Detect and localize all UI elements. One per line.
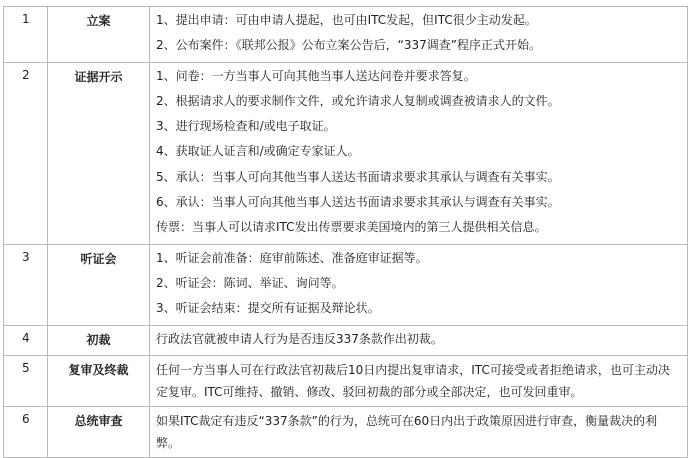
description-line: 行政法官就被申请人行为是否违反337条款作出初裁。 [156,331,443,346]
stage-description [150,7,688,63]
description-line: 1、听证会前准备：庭审前陈述、准备庭审证据等。 [156,250,428,265]
stage-description [150,62,688,244]
table-row [4,7,688,63]
table-row [4,325,688,355]
description-line: 2、听证会：陈词、举证、询问等。 [156,275,344,290]
row-number: 2 [4,62,48,244]
description-line: 1、提出申请：可由申请人提起，也可由ITC发起，但ITC很少主动发起。 [156,13,537,27]
description-line: 2、公布案件：《联邦公报》公布立案公告后，“337调查”程序正式开始。 [156,38,541,53]
row-number: 4 [4,325,48,355]
stage-name: 复审及终裁 [48,355,150,406]
stage-description [150,325,688,355]
description-line: 传票：当事人可以请求ITC发出传票要求美国境内的第三人提供相关信息。 [156,220,547,235]
description-line: 6、承认：当事人可向其他当事人送达书面请求要求其承认与调查有关事实。 [156,195,560,210]
stage-description [150,355,688,406]
description-paragraph: 任何一方当事人可在行政法官初裁后10日内提出复审请求，ITC可接受或者拒绝请求，也可主动决定复审。ITC可维持、撤销、修改、驳回初裁的部分或全部决定，也可发回重审。 [156,362,670,399]
table-row [4,355,688,406]
description-line: 3、听证会结束：提交所有证据及辩论状。 [156,301,380,316]
table-row [4,244,688,325]
description-line: 3、进行现场检查和/或电子取证。 [156,119,336,134]
procedure-table [3,6,688,458]
description-paragraph: 如果ITC裁定有违反“337条款”的行为，总统可在60日内出于政策原因进行审查，衡量裁决的利弊。 [156,413,658,450]
stage-name: 总统审查 [48,406,150,457]
description-line: 2、根据请求人的要求制作文件，或允许请求人复制或调查被请求人的文件。 [156,93,560,108]
stage-name: 证据开示 [48,62,150,244]
table-row [4,62,688,244]
description-line: 5、承认：当事人可向其他当事人送达书面请求要求其承认与调查有关事实。 [156,169,560,184]
description-line: 1、问卷：一方当事人可向其他当事人送达问卷并要求答复。 [156,68,476,83]
row-number: 6 [4,406,48,457]
stage-name: 听证会 [48,244,150,325]
row-number: 5 [4,355,48,406]
stage-name: 立案 [48,7,150,63]
row-number: 3 [4,244,48,325]
row-number: 1 [4,7,48,63]
description-line: 4、获取证人证言和/或确定专家证人。 [156,144,360,159]
stage-description [150,244,688,325]
stage-name: 初裁 [48,325,150,355]
